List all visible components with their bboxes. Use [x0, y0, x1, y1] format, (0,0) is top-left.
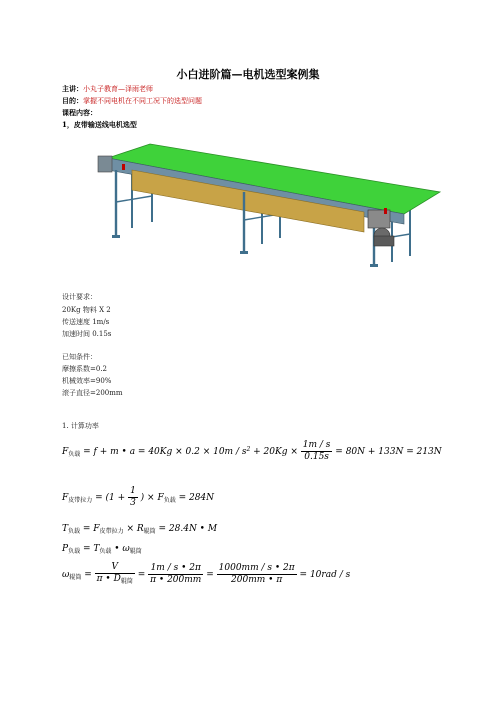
lecturer-line — [62, 84, 153, 94]
design-label: 设计要求： — [62, 293, 97, 301]
known-label: 已知条件： — [62, 353, 97, 361]
formula-load-torque: $T_{负载} = F_{皮带拉力} \times R_{辊筒} = 28.4N$ • M — [62, 524, 218, 535]
lecturer-label: 主讲： — [62, 84, 83, 93]
content-label: 课程内容： — [62, 108, 97, 117]
purpose-value: 掌握不同电机在不同工况下的选型问题 — [83, 97, 202, 105]
design-item-3: 加速时间 0.15s — [62, 330, 112, 338]
design-item-1: 20Kg 物料 X 2 — [62, 306, 111, 314]
known-item-1: 摩擦系数=0.2 — [62, 365, 107, 373]
section-heading: 1，皮带输送线电机选型 — [62, 120, 137, 129]
purpose-label: 目的： — [62, 96, 83, 105]
calc-heading: 1. 计算功率 — [62, 422, 99, 430]
formula-roller-angular-velocity: $\omega_{辊筒}$ = $\frac{V}{\pi • D_{辊筒}}$ = $\frac{1m / s • 2\pi}{\pi • 200mm}$ = $\frac{1000mm / s • 2\pi}{200mm • \pi}$ = 10rad / s — [62, 562, 351, 585]
page-title: 小白进阶篇—电机选型案例集 — [176, 68, 320, 81]
formula-load-power: $P_{负载} = T_{负载}$ • $\omega_{辊筒}$ — [62, 544, 142, 555]
known-item-3: 滚子直径=200mm — [62, 389, 123, 397]
purpose-line — [62, 96, 202, 106]
tail-roller-housing — [98, 156, 112, 172]
conveyor-illustration — [92, 140, 452, 268]
lecturer-value: 小丸子教育—泽雨老师 — [83, 85, 153, 93]
design-item-2: 传送速度 1m/s — [62, 318, 110, 326]
formula-load-force: $F_{负载} = f + m$ • $a = 40Kg \times 0.2 \times 10m / s^2 + 20Kg$ × $\frac{1m / s}{0.15s}$ = 80N + 133N = 213N — [62, 440, 442, 462]
known-item-2: 机械效率=90% — [62, 377, 112, 385]
drive-motor — [368, 210, 394, 246]
formula-belt-tension: $F_{皮带拉力} = (1$ + $\frac{1}{3}$ ) × $F_{负载} = 284N$ — [62, 486, 215, 508]
